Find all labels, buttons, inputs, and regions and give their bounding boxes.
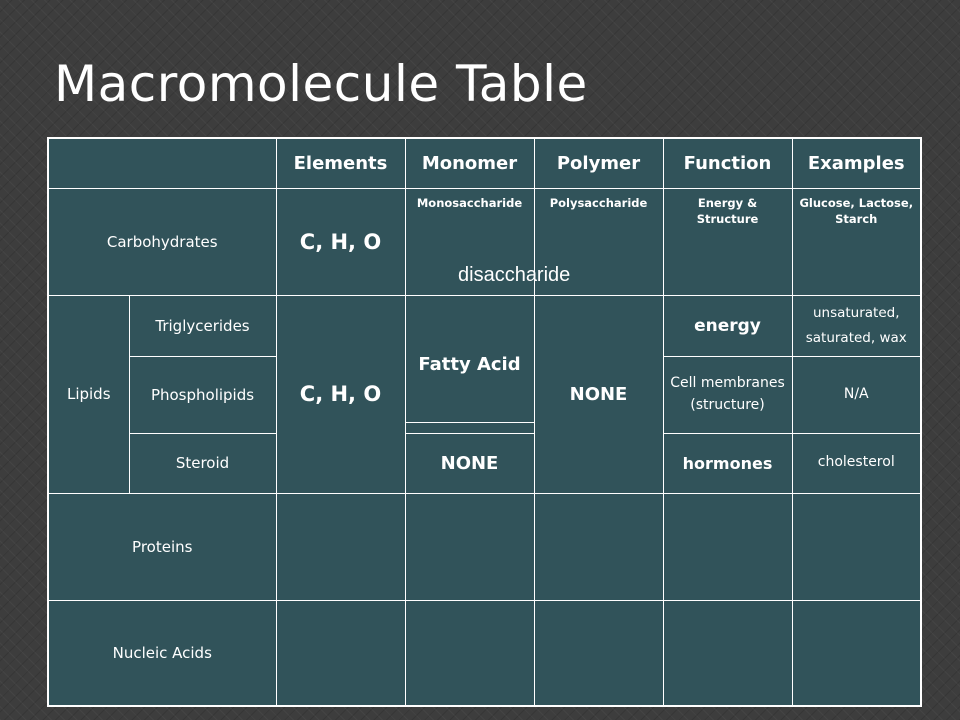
row-label-proteins: Proteins xyxy=(48,493,276,600)
monomer-divider-line xyxy=(406,422,534,423)
cell-lipids-elements: C, H, O xyxy=(276,296,405,494)
cell-carbohydrates-function: Energy & Structure xyxy=(663,188,792,295)
row-label-steroid: Steroid xyxy=(129,433,276,493)
row-label-lipids: Lipids xyxy=(48,296,129,494)
cell-proteins-elements xyxy=(276,493,405,600)
table-row-triglycerides xyxy=(48,296,921,357)
header-monomer: Monomer xyxy=(405,138,534,188)
header-polymer: Polymer xyxy=(534,138,663,188)
cell-proteins-examples xyxy=(792,493,921,600)
cell-carbohydrates-polymer: Polysaccharide xyxy=(534,188,663,295)
cell-steroid-monomer: NONE xyxy=(405,433,534,493)
cell-carbohydrates-examples: Glucose, Lactose, Starch xyxy=(792,188,921,295)
header-row xyxy=(48,138,921,188)
table-row-nucleic-acids xyxy=(48,601,921,706)
cell-lipids-monomer: Fatty Acid xyxy=(405,296,534,433)
table-row-steroid xyxy=(48,433,921,493)
row-label-phospholipids: Phospholipids xyxy=(129,357,276,433)
header-function: Function xyxy=(663,138,792,188)
row-label-triglycerides: Triglycerides xyxy=(129,296,276,357)
row-label-carbohydrates: Carbohydrates xyxy=(48,188,276,295)
cell-steroid-examples: cholesterol xyxy=(792,433,921,493)
cell-proteins-function xyxy=(663,493,792,600)
cell-nucleic-acids-polymer xyxy=(534,601,663,706)
cell-nucleic-acids-function xyxy=(663,601,792,706)
row-label-nucleic-acids: Nucleic Acids xyxy=(48,601,276,706)
cell-triglycerides-function: energy xyxy=(663,296,792,357)
cell-proteins-polymer xyxy=(534,493,663,600)
header-corner-cell xyxy=(48,138,276,188)
cell-nucleic-acids-elements xyxy=(276,601,405,706)
table-row-proteins xyxy=(48,493,921,600)
cell-nucleic-acids-monomer xyxy=(405,601,534,706)
cell-proteins-monomer xyxy=(405,493,534,600)
cell-steroid-function: hormones xyxy=(663,433,792,493)
cell-triglycerides-examples: unsaturated, saturated, wax xyxy=(792,296,921,357)
cell-carbohydrates-elements: C, H, O xyxy=(276,188,405,295)
cell-carbohydrates-monomer: Monosaccharide xyxy=(405,188,534,295)
page-title: Macromolecule Table xyxy=(54,55,588,113)
header-elements: Elements xyxy=(276,138,405,188)
header-examples: Examples xyxy=(792,138,921,188)
cell-lipids-polymer: NONE xyxy=(534,296,663,494)
cell-phospholipids-examples: N/A xyxy=(792,357,921,433)
cell-nucleic-acids-examples xyxy=(792,601,921,706)
cell-phospholipids-function: Cell membranes (structure) xyxy=(663,357,792,433)
disaccharide-annotation: disaccharide xyxy=(458,264,571,286)
